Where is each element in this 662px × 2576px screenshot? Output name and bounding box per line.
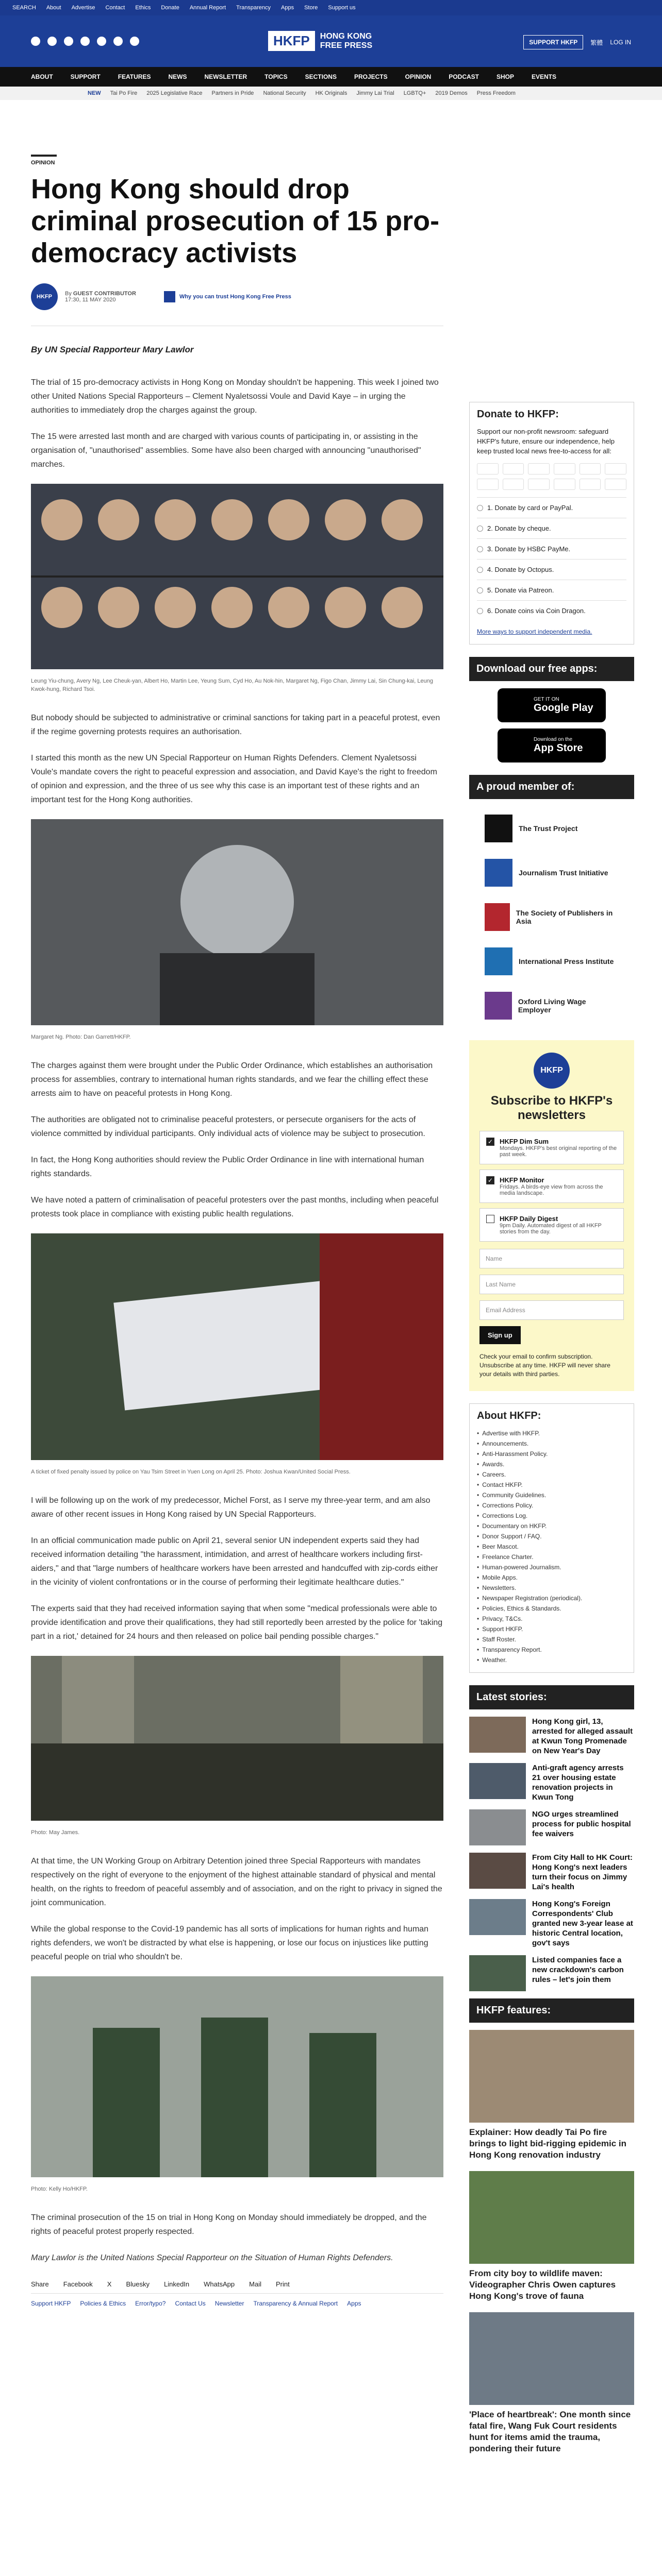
donate-text: Support our non-profit newsroom: safeguard HKFP's future, ensure our independence, help keep trusted local news free-to-access for all: [477, 428, 615, 455]
radio-icon [477, 505, 483, 511]
nav-item[interactable]: NEWS [168, 73, 187, 80]
top-link[interactable]: Apps [281, 5, 294, 11]
sidebar [469, 402, 634, 2465]
paragraph: At that time, the UN Working Group on Arbitrary Detention joined three Special Rapporteurs with mandates respectively on the right of everyone to the enjoyment of the highest attainable standard of physical and mental health, on the rights to freedom of peaceful assembly and of association, and on the right to privacy in signed the joint communication. [31, 1857, 442, 1907]
latest-story[interactable] [469, 1809, 634, 1845]
checkbox-checked-icon: ✓ [486, 1176, 494, 1184]
story-thumbnail [469, 1853, 526, 1889]
rss-icon[interactable] [130, 37, 139, 46]
card-icon [477, 479, 499, 490]
login-link[interactable]: LOG IN [610, 39, 631, 46]
site-logo[interactable] [268, 31, 372, 51]
feature-image [469, 2312, 634, 2405]
story-thumbnail [469, 1717, 526, 1753]
story-thumbnail [469, 1763, 526, 1799]
about-title: About HKFP: [477, 1410, 541, 1421]
trending-label: NEW [88, 90, 101, 96]
article [31, 155, 443, 2307]
article-title: Hong Kong should drop criminal prosecution of 15 pro-democracy activists [31, 174, 440, 268]
story-thumbnail [469, 1809, 526, 1845]
radio-icon [477, 526, 483, 532]
social-links [31, 37, 139, 46]
checkbox-icon [486, 1215, 494, 1223]
about-link[interactable]: • Advertise with HKFP. [477, 1428, 626, 1438]
newsletter-logo: HKFP [534, 1053, 570, 1089]
search-link[interactable]: SEARCH [12, 5, 36, 11]
paragraph: I started this month as the new UN Special Rapporteur on Human Rights Defenders. Clement Nyaletsossi Voule's mandate covers the right to peaceful expression and association, and David Kaye's the right to freedom of opinion and expression, and the three of us see why this case is an important test of these rights and an important test for the Hong Kong authorities. [31, 754, 437, 804]
latest-story[interactable] [469, 1899, 634, 1948]
share-facebook-link[interactable]: Facebook [63, 2280, 93, 2288]
main-nav [0, 67, 662, 87]
about-link[interactable]: • Contact HKFP. [477, 1480, 626, 1490]
about-link[interactable]: • Community Guidelines. [477, 1490, 626, 1500]
top-link[interactable]: Support us [328, 5, 356, 11]
police-photo [31, 1976, 443, 2177]
newsletter-box [469, 1040, 634, 1391]
support-button[interactable]: SUPPORT HKFP [523, 35, 583, 49]
card-icon [605, 463, 626, 474]
nav-item[interactable]: TOPICS [264, 73, 288, 80]
member-sopa[interactable]: The Society of Publishers in Asia [469, 895, 634, 939]
top-link[interactable]: Ethics [135, 5, 151, 11]
story-headline: Listed companies face a new crackdown's carbon rules – let's join them [532, 1956, 624, 1984]
top-link[interactable]: About [46, 5, 61, 11]
ipi-icon [485, 947, 512, 975]
logo-text: HONG KONG FREE PRESS [320, 31, 373, 50]
features-heading: HKFP features: [469, 1998, 634, 2023]
about-link[interactable]: • Announcements. [477, 1438, 626, 1449]
latest-story[interactable] [469, 1955, 634, 1991]
paragraph: We have noted a pattern of criminalisation of peaceful protesters over the past months, including when peaceful protests took place in compliance with existing public health regulations. [31, 1196, 439, 1218]
story-headline: Anti-graft agency arrests 21 over housing estate renovation projects in Kwun Tong [532, 1764, 624, 1802]
share-linkedin-link[interactable]: LinkedIn [164, 2280, 190, 2288]
share-whatsapp-link[interactable]: WhatsApp [204, 2280, 235, 2288]
last-name-input[interactable]: Last Name [479, 1275, 624, 1294]
site-header [0, 15, 662, 67]
paragraph: The authorities are obligated not to criminalise peaceful protesters, or persecute organisers for the acts of violence committed by individual participants. Only individual acts of violence may be subject to prosecution. [31, 1115, 425, 1138]
footer-link[interactable]: Transparency & Annual Report [253, 2300, 338, 2307]
about-link[interactable]: • Weather. [477, 1655, 626, 1665]
about-link[interactable]: • Human-powered Journalism. [477, 1562, 626, 1572]
trending-item[interactable]: Press Freedom [476, 90, 516, 96]
trending-item[interactable]: 2019 Demos [435, 90, 468, 96]
paragraph: But nobody should be subjected to administrative or criminal sanctions for taking part in a peaceful protest, even if the regime governing protests requires an authorisation. [31, 714, 440, 736]
feature-card[interactable]: Explainer: How deadly Tai Po fire brings to light bid-rigging epidemic in Hong Kong renovation industry [469, 2030, 634, 2161]
apps-heading: Download our free apps: [469, 657, 634, 681]
top-link[interactable]: Advertise [71, 5, 95, 11]
radio-icon [477, 587, 483, 594]
youtube-icon[interactable] [97, 37, 106, 46]
publish-date: 17:30, 11 MAY 2020 [65, 297, 116, 303]
latest-story[interactable] [469, 1853, 634, 1892]
article-footer-links [31, 2293, 443, 2307]
members-heading: A proud member of: [469, 775, 634, 799]
newsletter-title: Subscribe to HKFP's newsletters [490, 1094, 613, 1122]
top-link[interactable]: Donate [161, 5, 179, 11]
facebook-icon[interactable] [31, 37, 40, 46]
footer-link[interactable]: Newsletter [214, 2300, 244, 2307]
author-link[interactable]: GUEST CONTRIBUTOR [73, 291, 136, 297]
paragraph: In an official communication made public on April 21, several senior UN independent experts said they had received information detailing "the harassment, intimidation, and arrest of healthcare workers including first-aiders," and that "large numbers of healthcare workers have been arrested and handcuffed with zip-cords either in the vicinity of violent confrontations or in the course of performing their legitimate healthcare duties." [31, 1536, 438, 1587]
nav-item[interactable]: FEATURES [118, 73, 151, 80]
share-bluesky-link[interactable]: Bluesky [126, 2280, 150, 2288]
photo-caption: Photo: Kelly Ho/HKFP. [31, 2186, 88, 2192]
top-link[interactable]: Annual Report [189, 5, 226, 11]
crowd-photo [31, 1656, 443, 1821]
paragraph: In fact, the Hong Kong authorities should review the Public Order Ordinance in line with international human rights standards. [31, 1156, 424, 1178]
about-link[interactable]: • Privacy, T&Cs. [477, 1614, 626, 1624]
footer-link[interactable]: Error/typo? [135, 2300, 166, 2307]
fixed-penalty-ticket-photo [31, 1233, 443, 1460]
about-box [469, 1403, 634, 1673]
nav-item[interactable]: SUPPORT [70, 73, 101, 80]
story-headline: Hong Kong girl, 13, arrested for alleged assault at Kwun Tong Promenade on New Year's Day [532, 1717, 633, 1755]
share-mail-link[interactable]: Mail [249, 2280, 261, 2288]
name-input[interactable]: Name [479, 1249, 624, 1268]
paragraph: The trial of 15 pro-democracy activists in Hong Kong on Monday shouldn't be happening. This week I joined two other United Nations Special Rapporteurs – Clement Nyaletsossi Voule and David Kaye – in urging the authorities to immediately drop the charges against the group. [31, 378, 439, 415]
nav-item[interactable]: SECTIONS [305, 73, 337, 80]
card-icon [477, 463, 499, 474]
google-play-badge[interactable]: GET IT ON Google Play [498, 688, 606, 722]
paragraph: The experts said that they had received information saying that when some "medical professionals were able to provide identification and prove their qualifications, they had still reportedly been arrested by the police for 'taking part in a riot,' detained for 24 hours and then released on police bail pending possible charges." [31, 1604, 443, 1641]
card-icon [605, 479, 626, 490]
card-icon [580, 463, 601, 474]
trust-icon [164, 291, 175, 302]
trending-item[interactable]: Jimmy Lai Trial [356, 90, 394, 96]
footer-link[interactable]: Support HKFP [31, 2300, 71, 2307]
footer-link[interactable]: Contact Us [175, 2300, 206, 2307]
article-category[interactable]: OPINION [31, 155, 57, 166]
trending-item[interactable]: 2025 Legislative Race [146, 90, 203, 96]
nav-item[interactable]: SHOP [496, 73, 514, 80]
email-input[interactable]: Email Address [479, 1300, 624, 1320]
story-headline: NGO urges streamlined process for public hospital fee waivers [532, 1810, 631, 1838]
radio-icon [477, 608, 483, 614]
story-thumbnail [469, 1899, 526, 1935]
activists-photo-grid [31, 484, 443, 669]
avatar: HKFP [31, 283, 58, 310]
member-ipi[interactable]: International Press Institute [469, 939, 634, 984]
member-living-wage[interactable]: Oxford Living Wage Employer [469, 984, 634, 1028]
latest-story[interactable] [469, 1763, 634, 1802]
latest-heading: Latest stories: [469, 1685, 634, 1709]
radio-icon [477, 546, 483, 552]
article-lede: By UN Special Rapporteur Mary Lawlor [31, 345, 194, 354]
photo-caption: Leung Yiu-chung, Avery Ng, Lee Cheuk-yan, Albert Ho, Martin Lee, Yeung Sum, Cyd Ho, Au Nok-hin, Margaret Ng, Figo Chan, Jimmy Lai, Sin Chung-kai, Leung Kwok-hung, Richard Tsoi. [31, 678, 434, 692]
top-link[interactable]: Store [304, 5, 318, 11]
donate-title: Donate to HKFP: [477, 409, 559, 420]
newsletter-option[interactable]: ✓ HKFP Monitor Fridays. A birds-eye view from across the media landscape. [479, 1170, 624, 1203]
feature-image [469, 2030, 634, 2123]
donate-option[interactable]: 6. Donate coins via Coin Dragon. [477, 600, 626, 621]
about-link[interactable]: • Beer Mascot. [477, 1541, 626, 1552]
paragraph: The charges against them were brought under the Public Order Ordinance, which establishes an authorisation process for assemblies, contrary to international human rights standards, and we fear the chilling effect these arrests aim to have on peaceful protests in Hong Kong. [31, 1061, 433, 1098]
top-bar [0, 0, 662, 15]
language-toggle[interactable]: 繁體 [590, 39, 603, 46]
footer-link[interactable]: Policies & Ethics [80, 2300, 126, 2307]
donate-option[interactable]: 5. Donate via Patreon. [477, 580, 626, 600]
paragraph: The criminal prosecution of the 15 on trial in Hong Kong on Monday should immediately be dropped, and the rights of peaceful protest properly respected. [31, 2213, 427, 2236]
nav-item[interactable]: PROJECTS [354, 73, 388, 80]
x-icon[interactable] [47, 37, 57, 46]
nav-item[interactable]: OPINION [405, 73, 432, 80]
living-wage-icon [485, 992, 512, 1020]
member-jti[interactable]: Journalism Trust Initiative [469, 851, 634, 895]
print-link[interactable]: Print [275, 2280, 290, 2288]
about-link[interactable]: • Awards. [477, 1459, 626, 1469]
card-icon [503, 479, 524, 490]
trending-item[interactable]: National Security [263, 90, 306, 96]
feature-image [469, 2171, 634, 2264]
story-headline: Hong Kong's Foreign Correspondents' Club granted new 3-year lease at historic Central location, gov't says [532, 1900, 633, 1947]
author-bio: Mary Lawlor is the United Nations Special Rapporteur on the Situation of Human Rights Defenders. [31, 2253, 393, 2262]
sopa-icon [485, 903, 510, 931]
top-link[interactable]: Transparency [236, 5, 271, 11]
instagram-icon[interactable] [64, 37, 73, 46]
footer-link[interactable]: Apps [347, 2300, 361, 2307]
about-link[interactable]: • Freelance Charter. [477, 1552, 626, 1562]
about-link[interactable]: • Transparency Report. [477, 1645, 626, 1655]
top-link[interactable]: Contact [105, 5, 125, 11]
member-trust-project[interactable]: The Trust Project [469, 806, 634, 851]
radio-icon [477, 567, 483, 573]
card-icon [580, 479, 601, 490]
about-link[interactable]: • Corrections Log. [477, 1511, 626, 1521]
about-link[interactable]: • Policies, Ethics & Standards. [477, 1603, 626, 1614]
about-link[interactable]: • Mobile Apps. [477, 1572, 626, 1583]
donate-option[interactable]: 2. Donate by cheque. [477, 518, 626, 538]
telegram-icon[interactable] [113, 37, 123, 46]
feature-card[interactable]: From city boy to wildlife maven: Videographer Chris Owen captures Hong Kong's trove of fauna [469, 2171, 634, 2302]
about-link[interactable]: • Newspaper Registration (periodical). [477, 1593, 626, 1603]
photo-caption: A ticket of fixed penalty issued by police on Yau Tsim Street in Yuen Long on April 25. Photo: Joshua Kwan/United Social Press. [31, 1469, 351, 1475]
share-x-link[interactable]: X [107, 2280, 112, 2288]
about-link[interactable]: • Newsletters. [477, 1583, 626, 1593]
checkbox-checked-icon: ✓ [486, 1138, 494, 1146]
trending-bar [0, 87, 662, 100]
share-label: Share [31, 2280, 49, 2288]
about-link[interactable]: • Careers. [477, 1469, 626, 1480]
latest-list [469, 1717, 634, 1991]
byline: HKFP By GUEST CONTRIBUTOR 17:30, 11 MAY 2020 Why you can trust Hong Kong Free Press [31, 283, 443, 326]
trending-item[interactable]: LGBTQ+ [403, 90, 426, 96]
card-icon [554, 463, 575, 474]
paragraph: I will be following up on the work of my predecessor, Michel Forst, as I serve my three-year term, and am also aware of other recent issues in Hong Kong raised by UN Special Rapporteurs. [31, 1496, 431, 1519]
about-link[interactable]: • Donor Support / FAQ. [477, 1531, 626, 1541]
nav-item[interactable]: EVENTS [532, 73, 557, 80]
donate-option[interactable]: 1. Donate by card or PayPal. [477, 497, 626, 518]
donate-option[interactable]: 4. Donate by Octopus. [477, 559, 626, 580]
photo-caption: Margaret Ng. Photo: Dan Garrett/HKFP. [31, 1034, 131, 1040]
card-icon [528, 463, 550, 474]
card-icon [503, 463, 524, 474]
card-icon [554, 479, 575, 490]
about-link[interactable]: • Documentary on HKFP. [477, 1521, 626, 1531]
about-link[interactable]: • Staff Roster. [477, 1634, 626, 1645]
story-thumbnail [469, 1955, 526, 1991]
photo-caption: Photo: May James. [31, 1829, 80, 1836]
nav-item[interactable]: ABOUT [31, 73, 53, 80]
feature-card[interactable]: 'Place of heartbreak': One month since fatal fire, Wang Fuk Court residents hunt for items amid the trauma, pondering their future [469, 2312, 634, 2454]
latest-story[interactable] [469, 1717, 634, 1756]
more-ways-link[interactable]: More ways to support independent media. [477, 628, 592, 635]
newsletter-option[interactable]: HKFP Daily Digest 9pm Daily. Automated digest of all HKFP stories from the day. [479, 1208, 624, 1242]
margaret-ng-photo [31, 819, 443, 1025]
about-link[interactable]: • Support HKFP. [477, 1624, 626, 1634]
paragraph: While the global response to the Covid-19 pandemic has all sorts of implications for human rights and human rights defenders, we won't be distracted by what else is happening, or lose our focus on injustices like putting peaceful people on trial who shouldn't be. [31, 1925, 429, 1961]
sign-up-button[interactable]: Sign up [479, 1326, 521, 1344]
trust-link[interactable]: Why you can trust Hong Kong Free Press [164, 291, 291, 302]
donate-box [469, 402, 634, 645]
story-headline: From City Hall to HK Court: Hong Kong's next leaders turn their focus on Jimmy Lai's health [532, 1853, 633, 1891]
about-link[interactable]: • Anti-Harassment Policy. [477, 1449, 626, 1459]
payment-icons [477, 463, 626, 490]
paragraph: The 15 were arrested last month and are charged with various counts of participating in, or assisting in the organisation of, "unauthorised" assemblies. Some have also been charged with announcing "unauthorised" marches. [31, 432, 421, 469]
nav-item[interactable]: PODCAST [449, 73, 479, 80]
nav-item[interactable]: NEWSLETTER [204, 73, 247, 80]
trending-item[interactable]: Tai Po Fire [110, 90, 138, 96]
logo-mark: HKFP [268, 31, 315, 51]
share-bar [31, 2280, 443, 2288]
trending-item[interactable]: Partners in Pride [211, 90, 254, 96]
trending-item[interactable]: HK Originals [315, 90, 347, 96]
donate-option[interactable]: 3. Donate by HSBC PayMe. [477, 538, 626, 559]
jti-icon [485, 859, 512, 887]
app-store-badge[interactable]: Download on the App Store [498, 728, 606, 762]
about-link[interactable]: • Corrections Policy. [477, 1500, 626, 1511]
trust-project-icon [485, 815, 512, 842]
linkedin-icon[interactable] [80, 37, 90, 46]
newsletter-note: Check your email to confirm subscription. Unsubscribe at any time. HKFP will never share your details with third parties. [479, 1353, 610, 1378]
card-icon [528, 479, 550, 490]
about-list [470, 1428, 634, 1672]
newsletter-option[interactable]: ✓ HKFP Dim Sum Mondays. HKFP's best original reporting of the past week. [479, 1131, 624, 1164]
